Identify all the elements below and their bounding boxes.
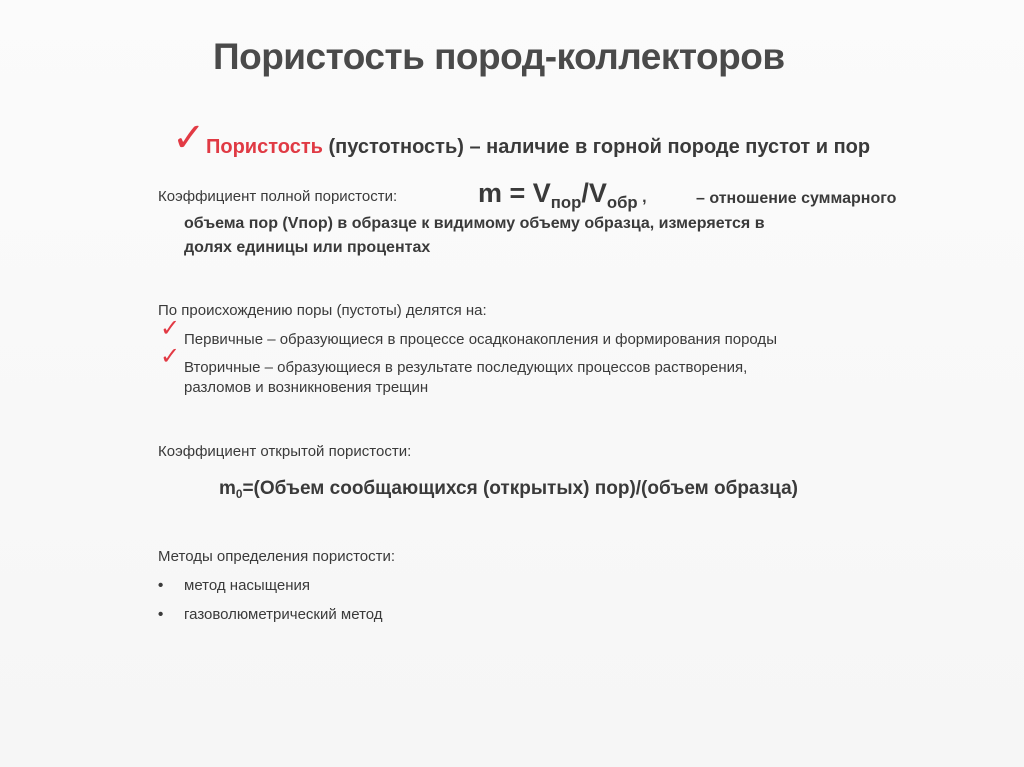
origin-secondary-1: Вторичные – образующиеся в результате последующих процессов растворения, — [184, 359, 748, 376]
formula-tail: , — [637, 189, 647, 206]
open-porosity-formula — [219, 478, 798, 501]
total-porosity-label: Коэффициент полной пористости: — [158, 188, 398, 205]
bullet-icon: • — [158, 577, 164, 594]
formula-sub-0: 0 — [235, 488, 243, 502]
total-porosity-desc-1: – отношение суммарного — [696, 190, 897, 207]
method-item-label: метод насыщения — [184, 577, 310, 594]
bullet-icon: • — [158, 606, 164, 623]
formula-rest: =(Объем сообщающихся (открытых) пор)/(объем образца) — [242, 478, 798, 499]
method-item — [158, 606, 383, 623]
checkmark-icon: ✓ — [160, 314, 181, 342]
intro-term: Пористость — [206, 136, 323, 158]
total-porosity-formula — [478, 178, 647, 213]
origin-secondary-2: разломов и возникновения трещин — [184, 379, 429, 396]
checkmark-icon: ✓ — [160, 342, 181, 370]
method-item — [158, 577, 310, 594]
formula-m: m = V — [478, 178, 551, 208]
formula-sub-obr: обр — [606, 192, 638, 212]
checkmark-icon: ✓ — [172, 115, 206, 161]
formula-sub-por: пор — [550, 192, 582, 212]
formula-slash: /V — [581, 178, 607, 208]
open-porosity-label: Коэффициент открытой пористости: — [158, 443, 412, 460]
total-porosity-desc-3: долях единицы или процентах — [184, 239, 431, 256]
origin-primary: Первичные – образующиеся в процессе осадконакопления и формирования породы — [184, 331, 777, 348]
method-item-label: газоволюметрический метод — [184, 606, 383, 623]
origin-heading: По происхождению поры (пустоты) делятся на: — [158, 302, 487, 319]
intro-rest: (пустотность) – наличие в горной породе пустот и пор — [322, 136, 871, 158]
formula-m0: m — [219, 478, 236, 499]
total-porosity-desc-2: объема пор (Vпор) в образце к видимому объему образца, измеряется в — [184, 215, 765, 232]
slide-title: Пористость пород-коллекторов — [213, 36, 785, 77]
methods-heading: Методы определения пористости: — [158, 548, 396, 565]
intro-line — [206, 136, 870, 159]
